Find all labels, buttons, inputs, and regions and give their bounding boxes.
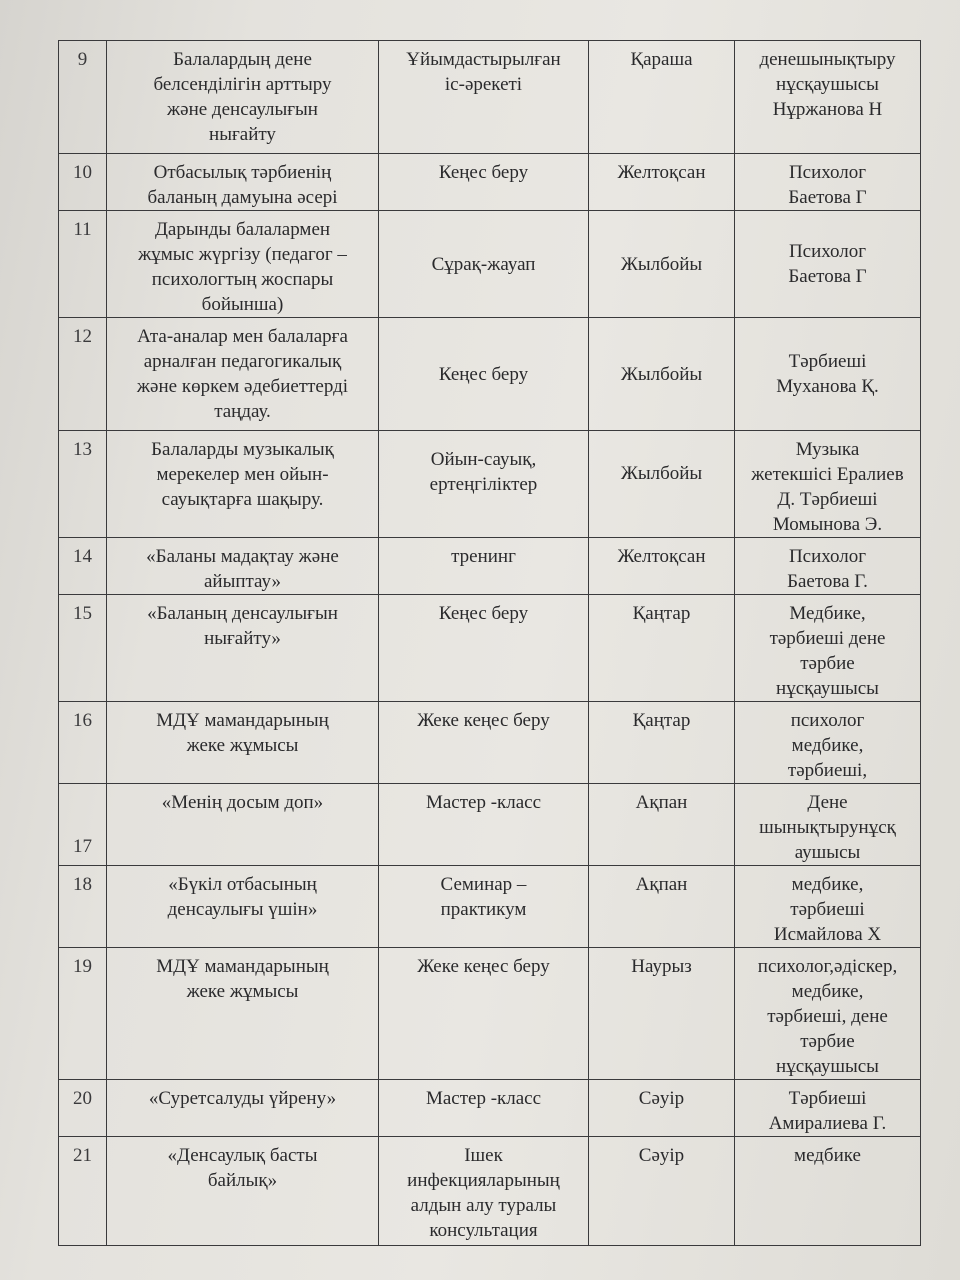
row-number: 17 xyxy=(59,784,107,866)
table-row xyxy=(59,1137,921,1246)
topic-cell: «Баланы мадақтау және айыптау» xyxy=(107,538,379,595)
form-cell: Сұрақ-жауап xyxy=(379,211,589,318)
table-row xyxy=(59,318,921,431)
date-cell: Желтоқсан xyxy=(589,154,735,211)
form-cell: Семинар – практикум xyxy=(379,866,589,948)
table-row xyxy=(59,211,921,318)
responsible-cell: Дене шынықтырунұсқ аушысы xyxy=(735,784,921,866)
row-number: 13 xyxy=(59,431,107,538)
responsible-cell: Психолог Баетова Г xyxy=(735,154,921,211)
date-cell: Қаңтар xyxy=(589,702,735,784)
form-cell: Жеке кеңес беру xyxy=(379,948,589,1080)
topic-cell: Балаларды музыкалық мерекелер мен ойын- сауықтарға шақыру. xyxy=(107,431,379,538)
form-cell: Ойын-сауық, ертеңгіліктер xyxy=(379,431,589,538)
row-number: 11 xyxy=(59,211,107,318)
row-number: 10 xyxy=(59,154,107,211)
row-number: 19 xyxy=(59,948,107,1080)
row-number: 9 xyxy=(59,41,107,154)
topic-cell: МДҰ мамандарының жеке жұмысы xyxy=(107,702,379,784)
topic-cell: МДҰ мамандарының жеке жұмысы xyxy=(107,948,379,1080)
form-cell: тренинг xyxy=(379,538,589,595)
responsible-cell: Музыка жетекшісі Ералиев Д. Тәрбиеші Момынова Э. xyxy=(735,431,921,538)
date-cell: Ақпан xyxy=(589,784,735,866)
responsible-cell: медбике xyxy=(735,1137,921,1246)
responsible-cell: психолог,әдіскер, медбике, тәрбиеші, дене тәрбие нұсқаушысы xyxy=(735,948,921,1080)
date-cell: Жылбойы xyxy=(589,211,735,318)
row-number: 15 xyxy=(59,595,107,702)
date-cell: Желтоқсан xyxy=(589,538,735,595)
responsible-cell: Тәрбиеші Амиралиева Г. xyxy=(735,1080,921,1137)
responsible-cell: Психолог Баетова Г xyxy=(735,211,921,318)
form-cell: Мастер -класс xyxy=(379,1080,589,1137)
plan-table xyxy=(58,40,921,1246)
table-row xyxy=(59,702,921,784)
responsible-cell: денешынықтыру нұсқаушысы Нұржанова Н xyxy=(735,41,921,154)
form-cell: Ұйымдастырылған іс-әрекеті xyxy=(379,41,589,154)
form-cell: Мастер -класс xyxy=(379,784,589,866)
topic-cell: «Суретсалуды үйрену» xyxy=(107,1080,379,1137)
table-row xyxy=(59,538,921,595)
row-number: 20 xyxy=(59,1080,107,1137)
row-number: 14 xyxy=(59,538,107,595)
row-number: 16 xyxy=(59,702,107,784)
responsible-cell: Медбике, тәрбиеші дене тәрбие нұсқаушысы xyxy=(735,595,921,702)
row-number: 12 xyxy=(59,318,107,431)
date-cell: Қаңтар xyxy=(589,595,735,702)
form-cell: Ішек инфекцияларының алдын алу туралы консультация xyxy=(379,1137,589,1246)
topic-cell: Отбасылық тәрбиенің баланың дамуына әсері xyxy=(107,154,379,211)
row-number: 21 xyxy=(59,1137,107,1246)
date-cell: Жылбойы xyxy=(589,431,735,538)
date-cell: Наурыз xyxy=(589,948,735,1080)
responsible-cell: Тәрбиеші Муханова Қ. xyxy=(735,318,921,431)
table-row xyxy=(59,1080,921,1137)
topic-cell: «Баланың денсаулығын нығайту» xyxy=(107,595,379,702)
topic-cell: Дарынды балалармен жұмыс жүргізу (педагог – психологтың жоспары бойынша) xyxy=(107,211,379,318)
table-row xyxy=(59,431,921,538)
topic-cell: Балалардың дене белсенділігін арттыру және денсаулығын нығайту xyxy=(107,41,379,154)
form-cell: Жеке кеңес беру xyxy=(379,702,589,784)
table-row xyxy=(59,41,921,154)
table-row xyxy=(59,154,921,211)
date-cell: Сәуір xyxy=(589,1137,735,1246)
topic-cell: «Менің досым доп» xyxy=(107,784,379,866)
topic-cell: «Бүкіл отбасының денсаулығы үшін» xyxy=(107,866,379,948)
date-cell: Сәуір xyxy=(589,1080,735,1137)
date-cell: Жылбойы xyxy=(589,318,735,431)
responsible-cell: психолог медбике, тәрбиеші, xyxy=(735,702,921,784)
table-row xyxy=(59,595,921,702)
form-cell: Кеңес беру xyxy=(379,154,589,211)
row-number: 18 xyxy=(59,866,107,948)
table-row xyxy=(59,784,921,866)
responsible-cell: медбике, тәрбиеші Исмайлова Х xyxy=(735,866,921,948)
responsible-cell: Психолог Баетова Г. xyxy=(735,538,921,595)
date-cell: Қараша xyxy=(589,41,735,154)
topic-cell: «Денсаулық басты байлық» xyxy=(107,1137,379,1246)
table-row xyxy=(59,948,921,1080)
form-cell: Кеңес беру xyxy=(379,595,589,702)
date-cell: Ақпан xyxy=(589,866,735,948)
table-row xyxy=(59,866,921,948)
topic-cell: Ата-аналар мен балаларға арналған педагогикалық және көркем әдебиеттерді таңдау. xyxy=(107,318,379,431)
form-cell: Кеңес беру xyxy=(379,318,589,431)
